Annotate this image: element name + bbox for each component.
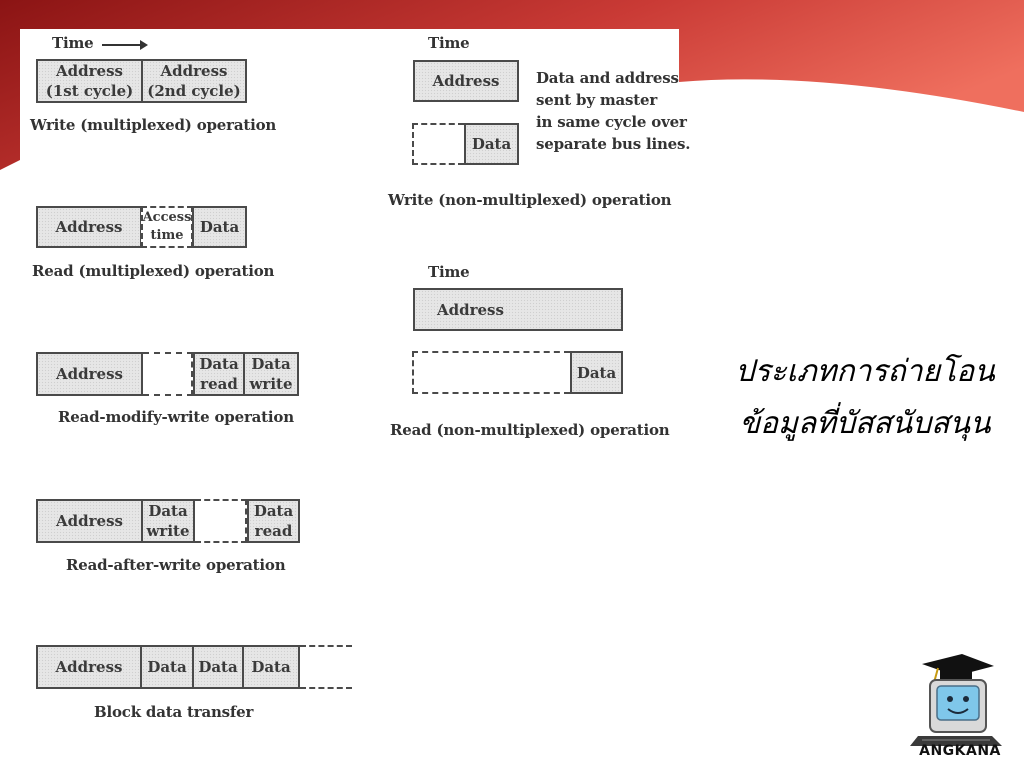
brand-label: ANGKANA — [919, 743, 1001, 759]
raw-caption: Read-after-write operation — [66, 556, 286, 574]
read-mux-address: Address — [36, 206, 142, 248]
write-nonmux-gap — [412, 123, 464, 165]
diagram-panel — [20, 29, 691, 768]
slide-title-line: ประเภทการถ่ายโอน — [735, 354, 995, 389]
time-arrow-icon — [102, 44, 146, 46]
write-nonmux-caption: Write (non-multiplexed) operation — [388, 191, 672, 209]
block-caption: Block data transfer — [94, 703, 254, 721]
write-mux-address-2nd: Address (2nd cycle) — [143, 59, 247, 103]
write-nonmux-note: Data and address sent by master in same cycle over separate bus lines. — [536, 69, 691, 153]
block-address: Address — [36, 645, 142, 689]
rmw-caption: Read-modify-write operation — [58, 408, 294, 426]
block-continuation — [300, 645, 352, 689]
read-mux-data: Data — [192, 206, 247, 248]
rmw-address: Address — [36, 352, 143, 396]
time-label: Time — [52, 34, 94, 52]
read-nonmux-gap — [412, 351, 570, 394]
block-data-2: Data — [194, 645, 244, 689]
slide-title-line: ข้อมูลที่บัสสนับสนุน — [739, 406, 991, 441]
rmw-data-write: Data write — [245, 352, 299, 396]
rmw-data-read: Data read — [193, 352, 245, 396]
raw-gap — [195, 499, 247, 543]
raw-data-read: Data read — [247, 499, 300, 543]
read-nonmux-data: Data — [570, 351, 623, 394]
write-mux-caption: Write (multiplexed) operation — [30, 116, 277, 134]
block-data-3: Data — [244, 645, 300, 689]
read-nonmux-caption: Read (non-multiplexed) operation — [390, 421, 670, 439]
read-nonmux-address: Address — [413, 288, 623, 331]
block-data-1: Data — [142, 645, 194, 689]
rmw-gap — [143, 352, 193, 396]
time-label: Time — [428, 34, 470, 52]
write-mux-address-1st: Address (1st cycle) — [36, 59, 143, 103]
read-mux-caption: Read (multiplexed) operation — [32, 262, 275, 280]
raw-data-write: Data write — [143, 499, 195, 543]
write-nonmux-address: Address — [413, 60, 519, 102]
raw-address: Address — [36, 499, 143, 543]
read-mux-access-time: Access time — [141, 206, 193, 248]
write-nonmux-data: Data — [464, 123, 519, 165]
time-label: Time — [428, 263, 470, 281]
slide-title — [715, 346, 1015, 450]
